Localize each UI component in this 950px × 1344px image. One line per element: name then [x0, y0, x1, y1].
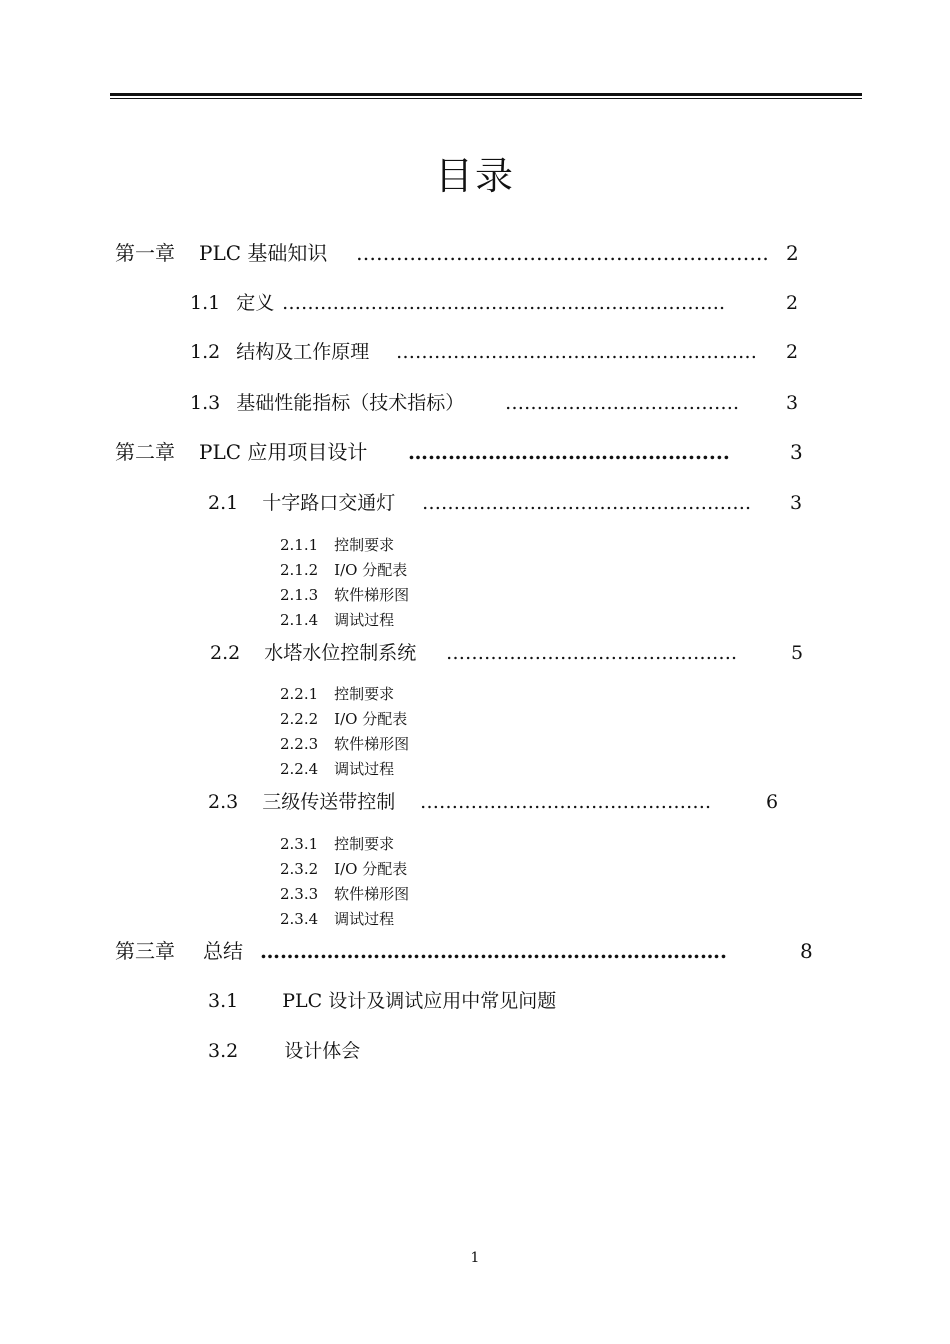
toc-chapter-2[interactable]	[115, 442, 367, 462]
toc-subsection[interactable]: 2.1.2 I/O 分配表	[280, 561, 408, 579]
toc-subsection[interactable]: 2.1.3 软件梯形图	[280, 586, 410, 604]
toc-leader-dots: ……………………………………......	[408, 442, 730, 462]
toc-leader-dots: …………………………………………………………….	[282, 294, 726, 313]
toc-leader-dots: …………………………………………………	[396, 343, 757, 362]
footer-page-number: 1	[470, 1250, 480, 1266]
toc-page-number: 5	[791, 642, 804, 664]
section-number: 3.2	[208, 1040, 239, 1062]
toc-page-number: 2	[786, 341, 799, 363]
chapter-label: 第三章	[115, 939, 175, 963]
chapter-title: PLC 基础知识	[199, 241, 328, 265]
toc-leader-dots: …………………………………………….	[422, 494, 752, 513]
section-title: PLC 设计及调试应用中常见问题	[282, 990, 557, 1012]
toc-section-1-1[interactable]	[190, 294, 274, 313]
section-title: 十字路口交通灯	[262, 492, 396, 514]
header-rule-thick	[110, 93, 862, 96]
toc-section-3-1[interactable]	[208, 992, 556, 1011]
toc-page-number: 3	[790, 492, 803, 514]
toc-section-1-2[interactable]	[190, 343, 369, 362]
section-title: 定义	[236, 292, 275, 314]
toc-subsection[interactable]: 2.2.2 I/O 分配表	[280, 710, 408, 728]
toc-section-3-2[interactable]	[208, 1042, 360, 1061]
toc-page-number: 6	[766, 791, 779, 813]
toc-leader-dots: ……………………………….	[505, 394, 740, 413]
page-title: 目录	[434, 154, 515, 198]
toc-leader-dots: …………………………………………………………….	[260, 941, 727, 961]
section-number: 1.1	[190, 292, 221, 314]
toc-subsection[interactable]: 2.2.3 软件梯形图	[280, 735, 410, 753]
toc-page-number: 2	[786, 292, 799, 314]
toc-page-number: 2	[786, 241, 799, 265]
toc-subsection[interactable]: 2.2.4 调试过程	[280, 760, 395, 778]
toc-leader-dots: ……………………………………………………..	[356, 243, 769, 263]
toc-subsection[interactable]: 2.2.1 控制要求	[280, 685, 395, 703]
toc-section-2-2[interactable]	[210, 644, 416, 663]
toc-page-number: 3	[790, 440, 803, 464]
toc-subsection[interactable]: 2.3.1 控制要求	[280, 835, 395, 853]
chapter-title: PLC 应用项目设计	[199, 440, 368, 464]
toc-subsection[interactable]: 2.1.4 调试过程	[280, 611, 395, 629]
toc-section-2-1[interactable]	[208, 494, 395, 513]
toc-section-1-3[interactable]	[190, 394, 464, 413]
toc-subsection[interactable]: 2.3.3 软件梯形图	[280, 885, 410, 903]
section-number: 1.3	[190, 392, 221, 414]
toc-chapter-3[interactable]	[115, 941, 243, 961]
header-rule-thin	[110, 98, 862, 99]
toc-section-2-3[interactable]	[208, 793, 395, 812]
chapter-label: 第一章	[115, 241, 175, 265]
section-number: 2.2	[210, 642, 241, 664]
chapter-title: 总结	[203, 939, 243, 963]
section-number: 1.2	[190, 341, 221, 363]
section-title: 水塔水位控制系统	[264, 642, 417, 664]
toc-subsection[interactable]: 2.3.2 I/O 分配表	[280, 860, 408, 878]
section-title: 三级传送带控制	[262, 791, 396, 813]
toc-leader-dots: ……………………………………….	[420, 793, 712, 812]
section-number: 2.3	[208, 791, 239, 813]
section-number: 3.1	[208, 990, 239, 1012]
section-title: 结构及工作原理	[236, 341, 370, 363]
chapter-label: 第二章	[115, 440, 175, 464]
section-title: 基础性能指标（技术指标）	[236, 392, 465, 414]
toc-subsection[interactable]: 2.3.4 调试过程	[280, 910, 395, 928]
toc-subsection[interactable]: 2.1.1 控制要求	[280, 536, 395, 554]
toc-chapter-1[interactable]	[115, 243, 327, 263]
toc-leader-dots: ……………………………………….	[446, 644, 738, 663]
toc-page-number: 3	[786, 392, 799, 414]
section-title: 设计体会	[284, 1040, 361, 1062]
toc-page-number: 8	[800, 939, 813, 963]
section-number: 2.1	[208, 492, 239, 514]
